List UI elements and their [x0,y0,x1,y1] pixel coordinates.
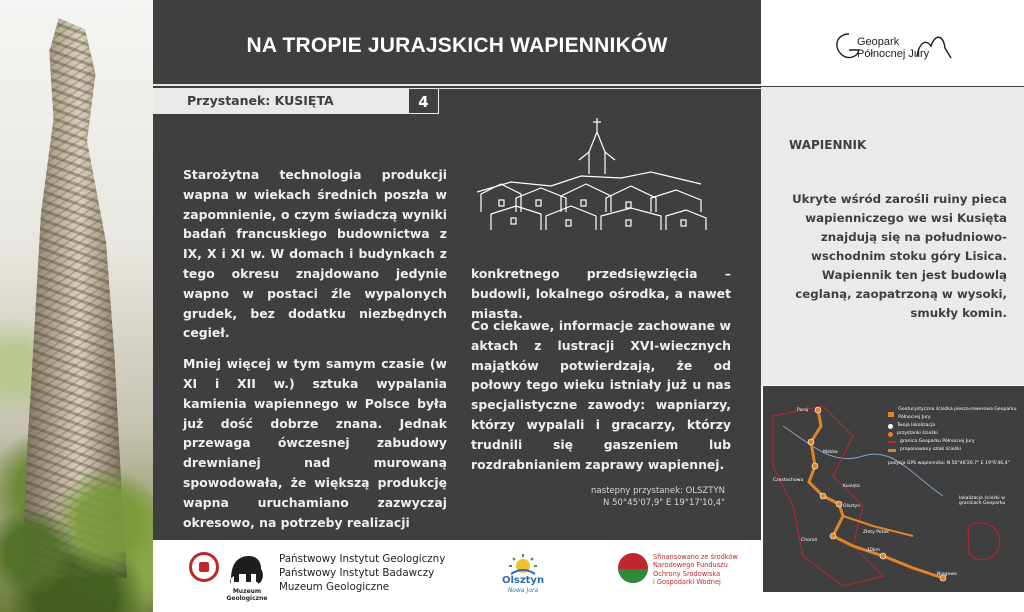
legend-item [888,430,1018,438]
mammoth-logo-icon [225,550,265,590]
divider [439,88,761,89]
inst-line: Państwowy Instytut Badawczy [279,567,435,579]
map-place: Choroń [801,538,818,543]
map-place: Niegowa [937,572,957,577]
paragraph: Mniej więcej w tym samym czasie (w XI i XII w.) sztuka wypalania kamienia wapiennego w Polsce była już dość dobrze znana. Jednak przewaga ówczesnej zabudowy drewnianej nad murowaną spowodowała, że większą produkcję wapna uruchamiano zazwyczaj okresowo, na potrzeby realizacji [183,356,447,530]
olsztyn-subtitle: Nowa Jura [507,587,539,594]
text-column-2-bottom [471,316,731,474]
legend-item [888,406,1018,422]
route-map [763,386,1024,592]
map-place: Częstochowa [773,478,804,483]
limestone-rock-photo [0,0,153,612]
info-title: WAPIENNIK [789,138,867,152]
muzeum-label: Muzeum Geologiczne [226,588,268,602]
map-place: Mstów [823,450,838,455]
info-text: Ukryte wśród zarośli ruiny pieca wapienniczego we wsi Kusięta znajdują się na południowo-wschodnim stoku góry Lisica. Wapiennik ten jest budowlą ceglaną, zaopatrzoną w wysoki, smukły komin. [792,192,1007,320]
paragraph: Starożytna technologia produkcji wapna w wiekach średnich poszła w zapomnienie, o czym świadczą wyniki badań francuskiego budownictwa z IX, X i XI w. W domach i budynkach z tego okresu znajdowano jedynie wapno w postaci źle wypalonych grudek, bez dodatku niezbędnych cegieł. [183,167,447,341]
map-place: Złoty Potok [863,530,889,535]
legend-item [888,422,1018,430]
paragraph: Co ciekawe, informacje zachowane w aktach z lustracji XVI-wiecznych majątków potwierdzają, że od połowy tego wieku istniały już u nas specjalistyczne zawody: wapniarzy, którzy wypalali i gracarzy, którzy trudnili się gaszeniem lub rozdrabnianiem zaprawy wapiennej. [471,318,731,472]
geopark-boundary [773,406,883,586]
map-scale: 10km [867,548,880,553]
text-column-2-top [471,264,731,323]
text-column-1 [183,165,447,543]
map-place: Poraj [797,408,809,413]
foliage [0,462,153,612]
nfosigw-logo-icon [618,553,648,583]
map-place: Olsztyn [843,504,861,509]
legend-label: granica Geoparku Północnej Jury [900,439,975,444]
funding-line: i Gospodarki Wodnej [653,578,721,587]
map-legend [888,406,1018,468]
geopark-line: Geopark [857,36,900,48]
title-bar [153,0,761,86]
gps-note: pozycja GPS wapiennika: N 50°46'20,7" E 19°6'46,4" [888,461,1010,466]
legend-label: proponowany szlak ścieżki [900,447,962,452]
funding-line: Narodowego Funduszu [653,561,728,570]
sponsor-footer [153,540,761,612]
town-sketch-icon [471,112,711,242]
next-stop-coords: N 50°45'07,9" E 19°17'10,4" [603,498,725,508]
stop-label: Przystanek: KUSIĘTA [187,93,334,108]
inst-line: Państwowy Instytut Geologiczny [279,553,446,565]
legend-label: Geoturystyczna ścieżka piesza-rowerowa Geoparku Północnej Jury [898,407,1017,420]
institute-name [279,552,445,594]
inset-geopark-map [968,523,1000,560]
olsztyn-sun-icon [505,552,541,576]
legend-item [888,446,1018,454]
next-stop-name: nastepny przystanek: OLSZTYN [591,486,725,496]
stop-number: 4 [409,88,439,114]
funding-line: Sfinansowano ze środków [653,553,738,561]
legend-label: przystanki ścieżki [897,431,938,436]
pig-logo-icon [189,552,219,582]
geopark-line: Północnej Jury [857,48,930,60]
main-panel [153,0,761,540]
stop-bar [153,88,409,114]
geopark-name [857,36,929,60]
page-title: NA TROPIE JURAJSKICH WAPIENNIKÓW [246,34,668,57]
paragraph: konkretnego przedsięwzięcia – budowli, lokalnego ośrodka, a nawet miasta. [471,266,731,321]
legend-label: Twoja lokalizacja [897,423,936,428]
map-place: Kusięta [843,484,860,489]
next-stop-info [485,485,725,509]
olsztyn-name: Olsztyn [501,575,545,586]
funding-note [653,553,738,587]
map-inset-note: lokalizacja ścieżki w granicach Geoparku [959,496,1006,506]
funding-line: Ochrony Środowiska [653,569,721,578]
inst-line: Muzeum Geologiczne [279,581,390,593]
legend-item [888,438,1018,446]
